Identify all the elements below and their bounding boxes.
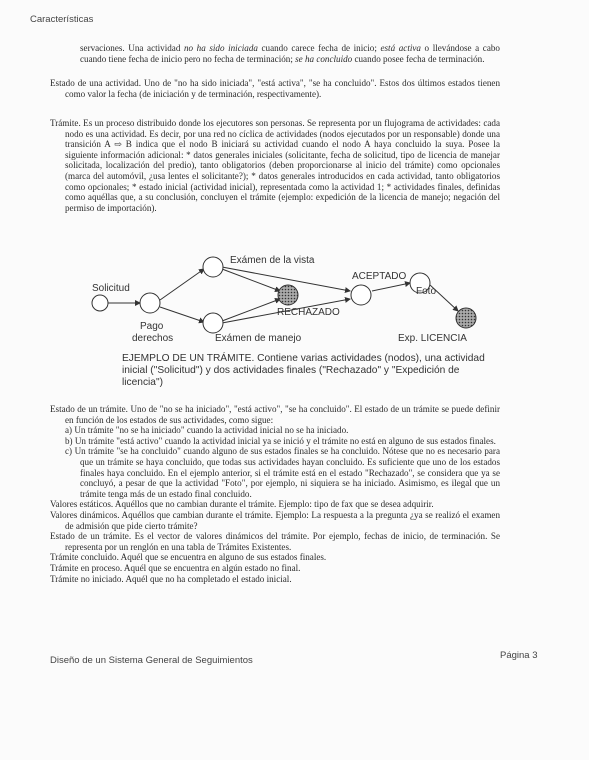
text-run: cuando posee fecha de terminación. xyxy=(352,53,485,64)
definition-body: Es el vector de valores dinámicos del trámite. Por ejemplo, fechas de inicio, de terminación. Se representa por un renglón en una tabla de Trámites Existentes. xyxy=(65,531,500,552)
label-foto: Foto xyxy=(416,286,437,297)
tramite-flow-diagram xyxy=(80,255,500,365)
label-examen-manejo: Exámen de manejo xyxy=(215,333,302,344)
text-run: servaciones. Una actividad xyxy=(80,43,184,53)
definition-body: Aquél que no ha completado el estado inicial. xyxy=(123,573,292,584)
sub-item-a: a) Un trámite "no se ha iniciado" cuando la actividad inicial no se ha iniciado. xyxy=(65,425,349,436)
italic-run: no ha sido iniciada xyxy=(183,43,258,53)
definition-term: Trámite concluido. xyxy=(50,552,119,563)
definition-body: Es un proceso distribuido donde los ejecutores son personas. Se representa por un flujograma de actividades: cada nodo es una actividad. Es decir, por una red no cíclica de actividades (nodos ejecutados por un responsable) donde una transición A ⇨ B indica que el nodo B iniciará su actividad cuando el nodo A haya concluido la suya. Posee la siguiente información adicional: * datos generales iniciales (solicitante, fecha de solicitud, tipo de licencia de manejar solicitada, localización del predio), tanto obligatorios (deben proporcionarse al inicio del trámite) como opcionales (marca del automóvil, ¿usa lentes el solicitante?); * datos generales introducidos en cada actividad, tanto obligatorios como opcionales; * estado inicial (actividad inicial), representada como la actividad 1; * actividades finales, definidas como aquéllas que, a su conclusión, concluyen el trámite (ejemplo: expedición de la licencia de manejo; negación del permiso de importación). xyxy=(65,118,500,213)
definition-term: Valores estáticos. xyxy=(50,499,114,510)
definition-body: Uno de "no ha sido iniciada", "está activa", "se ha concluido". Estos dos últimos estados tienen como valor la fecha (de iniciación y de terminación, respectivamente). xyxy=(65,78,501,99)
italic-run: se ha concluido xyxy=(295,53,353,64)
node-aceptado xyxy=(351,285,371,305)
node-examen-manejo xyxy=(203,313,223,333)
definition-estado-actividad xyxy=(50,78,500,99)
definition-term: Valores dinámicos. xyxy=(50,509,120,520)
definitions-list xyxy=(50,404,500,584)
definition-term: Estado de un trámite. xyxy=(50,404,128,414)
label-derechos: derechos xyxy=(132,333,174,344)
paragraph-observaciones xyxy=(80,43,500,64)
definition-valores-dinamicos xyxy=(50,510,500,531)
label-aceptado: ACEPTADO xyxy=(352,271,407,282)
definition-term: Estado de un trámite. xyxy=(50,531,132,542)
sub-item-c: c) Un trámite "se ha concluido" cuando alguno de sus estados finales se ha concluido. Nótese que no es necesario para que un trámite se haya concluido, que todas sus actividades hayan concluido. Es suficiente que uno de los estados finales haya concluido. En el ejemplo anterior, si el trámite está en el estado "Rechazado", se considera que ya se concluyó, a pesar de que la actividad "Foto", por ejemplo, ni siquiera se ha iniciado. Asimismo, es ilegal que un trámite tenga más de un estado final concluido. xyxy=(65,446,500,499)
definition-tramite-en-proceso xyxy=(50,563,500,574)
edge-aceptado-foto xyxy=(372,283,410,291)
label-rechazado: RECHAZADO xyxy=(277,307,340,318)
text-run: cuando carece fecha de inicio; xyxy=(257,43,381,53)
definition-term: Trámite en proceso. xyxy=(50,562,123,573)
definition-term: Trámite no iniciado. xyxy=(50,573,124,584)
definition-body: Aquél que se encuentra en alguno de sus estados finales. xyxy=(118,552,327,563)
text-run: o llevándose a cabo cuando tiene fecha de inicio pero no fecha de terminación; xyxy=(80,43,500,64)
italic-run: está activa xyxy=(380,43,421,53)
definition-term: Estado de una actividad. xyxy=(50,78,141,88)
edge-pago-manejo xyxy=(160,307,204,322)
edge-pago-vista xyxy=(160,269,204,300)
node-pago xyxy=(140,293,160,313)
label-licencia: Exp. LICENCIA xyxy=(398,333,467,344)
definition-body: Aquéllos que no cambian durante el trámite. Ejemplo: tipo de fax que se desea adquirir. xyxy=(113,499,434,510)
definition-body: Aquéllos que cambian durante el trámite. Ejemplo: La respuesta a la pregunta ¿ya se realizó el examen de admisión que pide cierto trámite? xyxy=(65,509,500,531)
page-header: Características xyxy=(30,14,94,25)
definition-body: Uno de "no se ha iniciado", "está activo", "se ha concluido". El estado de un trámite se puede definir en función de los estados de sus actividades, como sigue: xyxy=(65,404,500,425)
label-pago: Pago xyxy=(140,321,164,332)
definition-tramite-concluido xyxy=(50,552,500,563)
page-footer-title: Diseño de un Sistema General de Seguimientos xyxy=(50,655,253,666)
definition-estado-tramite xyxy=(50,404,500,425)
node-solicitud xyxy=(92,295,108,311)
definition-tramite-no-iniciado xyxy=(50,574,500,585)
definition-body: Aquél que se encuentra en algún estado no final. xyxy=(122,562,301,573)
definition-valores-estaticos xyxy=(50,499,500,510)
definition-tramite xyxy=(50,118,500,213)
sub-item-b: b) Un trámite "está activo" cuando la actividad inicial ya se inició y el trámite no está en alguno de sus estados finales. xyxy=(65,435,496,446)
diagram-caption: EJEMPLO DE UN TRÁMITE. Contiene varias actividades (nodos), una actividad inicial ("Solicitud") y dos actividades finales ("Rechazado" y "Expedición de licencia") xyxy=(122,353,485,388)
page-number: Página 3 xyxy=(500,650,538,661)
label-examen-vista: Exámen de la vista xyxy=(230,255,315,266)
definition-term: Trámite. xyxy=(50,118,81,128)
node-examen-vista xyxy=(203,257,223,277)
node-licencia xyxy=(456,308,476,328)
label-solicitud: Solicitud xyxy=(92,283,130,294)
node-rechazado xyxy=(278,285,298,305)
definition-estado-tramite-2 xyxy=(50,531,500,552)
